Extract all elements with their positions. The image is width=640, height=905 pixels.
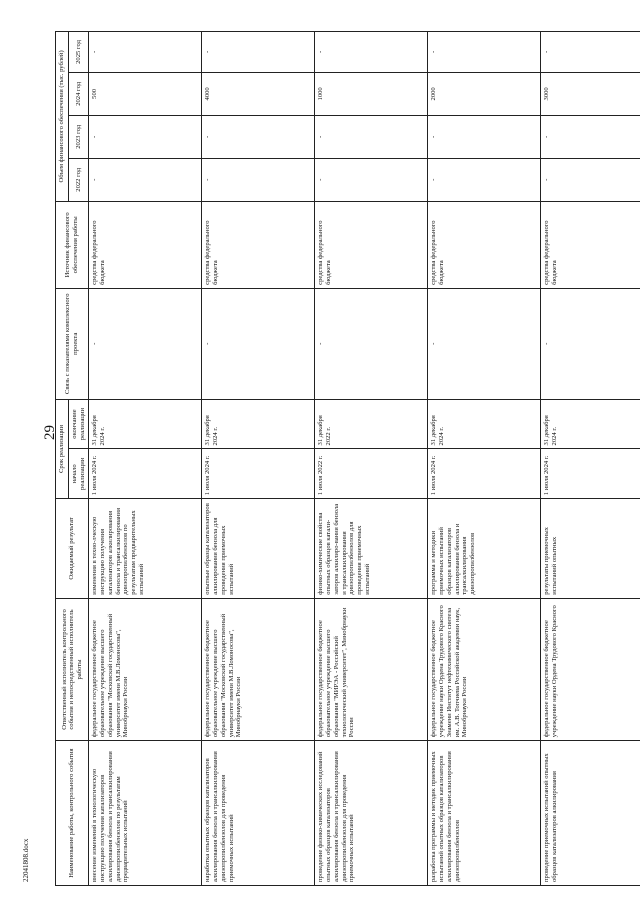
header-link: Связь с показателями комплексного проекта xyxy=(56,288,89,399)
header-result: Ожидаемый результат xyxy=(56,499,89,599)
header-2024: 2024 год xyxy=(68,72,89,115)
cell-end: 31 декабря 2024 г. xyxy=(89,399,202,449)
cell-name: проведение физико-химических исследований опытных образцов катализаторов алкилирования бензола и трансалкилирования диизопропилбензолов для проведения приемочных испытаний xyxy=(315,741,428,886)
cell-2022: - xyxy=(315,158,428,201)
header-period: Срок реализации xyxy=(56,399,69,499)
cell-executor: федеральное государственное бюджетное образовательное учреждение высшего образования "Московский государственный университет имени М.В.Ломоносова", Минобрнауки России xyxy=(89,598,202,741)
cell-2025: - xyxy=(315,32,428,73)
cell-start: 1 июля 2024 г. xyxy=(428,449,541,499)
cell-end: 31 декабря 2024 г. xyxy=(428,399,541,449)
cell-2024: 500 xyxy=(89,72,202,115)
cell-start: 1 июля 2024 г. xyxy=(541,449,640,499)
cell-2023: - xyxy=(541,115,640,158)
cell-2025: - xyxy=(89,32,202,73)
cell-name: внесение изменений в технологическую инструкцию получения катализаторов алкилирования бензола и трансалкилирования диизопропилбензолов по результатам предварительных испытаний xyxy=(89,741,202,886)
cell-source: средства федерального бюджета xyxy=(202,201,315,288)
header-name: Наименование работы, контрольного события xyxy=(56,741,89,886)
cell-link: - xyxy=(202,288,315,399)
header-2022: 2022 год xyxy=(68,158,89,201)
cell-result: результаты приемочных испытаний опытных xyxy=(541,499,640,599)
cell-link: - xyxy=(541,288,640,399)
cell-source: средства федерального бюджета xyxy=(315,201,428,288)
cell-executor: федеральное государственное бюджетное учреждение науки Ордена Трудового Красного xyxy=(541,598,640,741)
cell-source: средства федерального бюджета xyxy=(428,201,541,288)
cell-2025: - xyxy=(541,32,640,73)
header-executor: Ответственный исполнитель контрольного события и непосредственный исполнитель работы xyxy=(56,598,89,741)
cell-2023: - xyxy=(428,115,541,158)
cell-2023: - xyxy=(315,115,428,158)
cell-2025: - xyxy=(202,32,315,73)
cell-name: проведение приемочных испытаний опытных образцов катализаторов алкилирования xyxy=(541,741,640,886)
cell-2023: - xyxy=(89,115,202,158)
cell-2024: 2000 xyxy=(428,72,541,115)
cell-end: 31 декабря 2024 г. xyxy=(541,399,640,449)
header-start: начало реализации xyxy=(68,449,89,499)
header-source: Источник финансового обеспечения работы xyxy=(56,201,89,288)
table-row xyxy=(428,32,541,886)
header-2025: 2025 год xyxy=(68,32,89,73)
page-number: 29 xyxy=(42,425,58,440)
header-funding: Объем финансового обеспечения (тыс. рублей) xyxy=(56,32,69,202)
cell-result: опытные образцы катализаторов алкилирования бензола для проведения приемочных испытаний xyxy=(202,499,315,599)
cell-source: средства федерального бюджета xyxy=(541,201,640,288)
cell-link: - xyxy=(428,288,541,399)
cell-end: 31 декабря 2022 г. xyxy=(315,399,428,449)
cell-executor: федеральное государственное бюджетное образовательное учреждение высшего образования "Московский государственный университет имени М.В.Ломоносова", Минобрнауки России xyxy=(202,598,315,741)
cell-2023: - xyxy=(202,115,315,158)
table-body xyxy=(89,32,640,886)
cell-result: физико-химические свойства опытных образцов катали-заторов алкилиро-вания бензола и трансалкилирования диизопропилбензолов для проведения приемочных испытаний xyxy=(315,499,428,599)
cell-link: - xyxy=(89,288,202,399)
work-plan-table xyxy=(55,31,640,886)
cell-2022: - xyxy=(89,158,202,201)
cell-start: 1 июля 2024 г. xyxy=(202,449,315,499)
cell-end: 31 декабря 2024 г. xyxy=(202,399,315,449)
table-row xyxy=(89,32,202,886)
header-2023: 2023 год xyxy=(68,115,89,158)
cell-result: программа и методики приемочных испытаний образцов катализаторов алкилирования бензола и трансалкилирования диизопропилбензолов xyxy=(428,499,541,599)
cell-link: - xyxy=(315,288,428,399)
cell-2022: - xyxy=(202,158,315,201)
cell-2024: 1000 xyxy=(315,72,428,115)
table-row xyxy=(202,32,315,886)
cell-result: изменения в техно-лческую инструкцию получения катализаторов алкилирования бензола и трансалкилирования диизопропилбензолов по результатам предварительных испытаний xyxy=(89,499,202,599)
cell-start: 1 июля 2024 г. xyxy=(89,449,202,499)
cell-2024: 4000 xyxy=(202,72,315,115)
table-row xyxy=(315,32,428,886)
cell-2024: 3000 xyxy=(541,72,640,115)
cell-name: разработка программы и методик приемочных испытаний опытных образцов катализаторов алкилирования бензола и трансалкилирования диизопропилбензолов xyxy=(428,741,541,886)
cell-executor: федеральное государственное бюджетное учреждение науки Ордена Трудового Красного Знамени Институт нефтехимического синтеза им. А.В. Топчиева Российской академии наук, Минобрнауки России xyxy=(428,598,541,741)
cell-2022: - xyxy=(428,158,541,201)
cell-name: наработка опытных образцов катализаторов алкилирования бензола и трансалкилирования диизопропилбензолов для проведения приемочных испытаний xyxy=(202,741,315,886)
cell-2025: - xyxy=(428,32,541,73)
cell-start: 1 июля 2022 г. xyxy=(315,449,428,499)
table-row xyxy=(541,32,640,886)
cell-executor: федеральное государственное бюджетное образовательное учреждение высшего образования "МИРЭА - Российский технологический университет", Минобрнауки России xyxy=(315,598,428,741)
cell-2022: - xyxy=(541,158,640,201)
header-end: окончание реализации xyxy=(68,399,89,449)
rotated-table-container xyxy=(55,31,595,886)
cell-source: средства федерального бюджета xyxy=(89,201,202,288)
footer-filename: 22041808.docx xyxy=(22,838,30,882)
